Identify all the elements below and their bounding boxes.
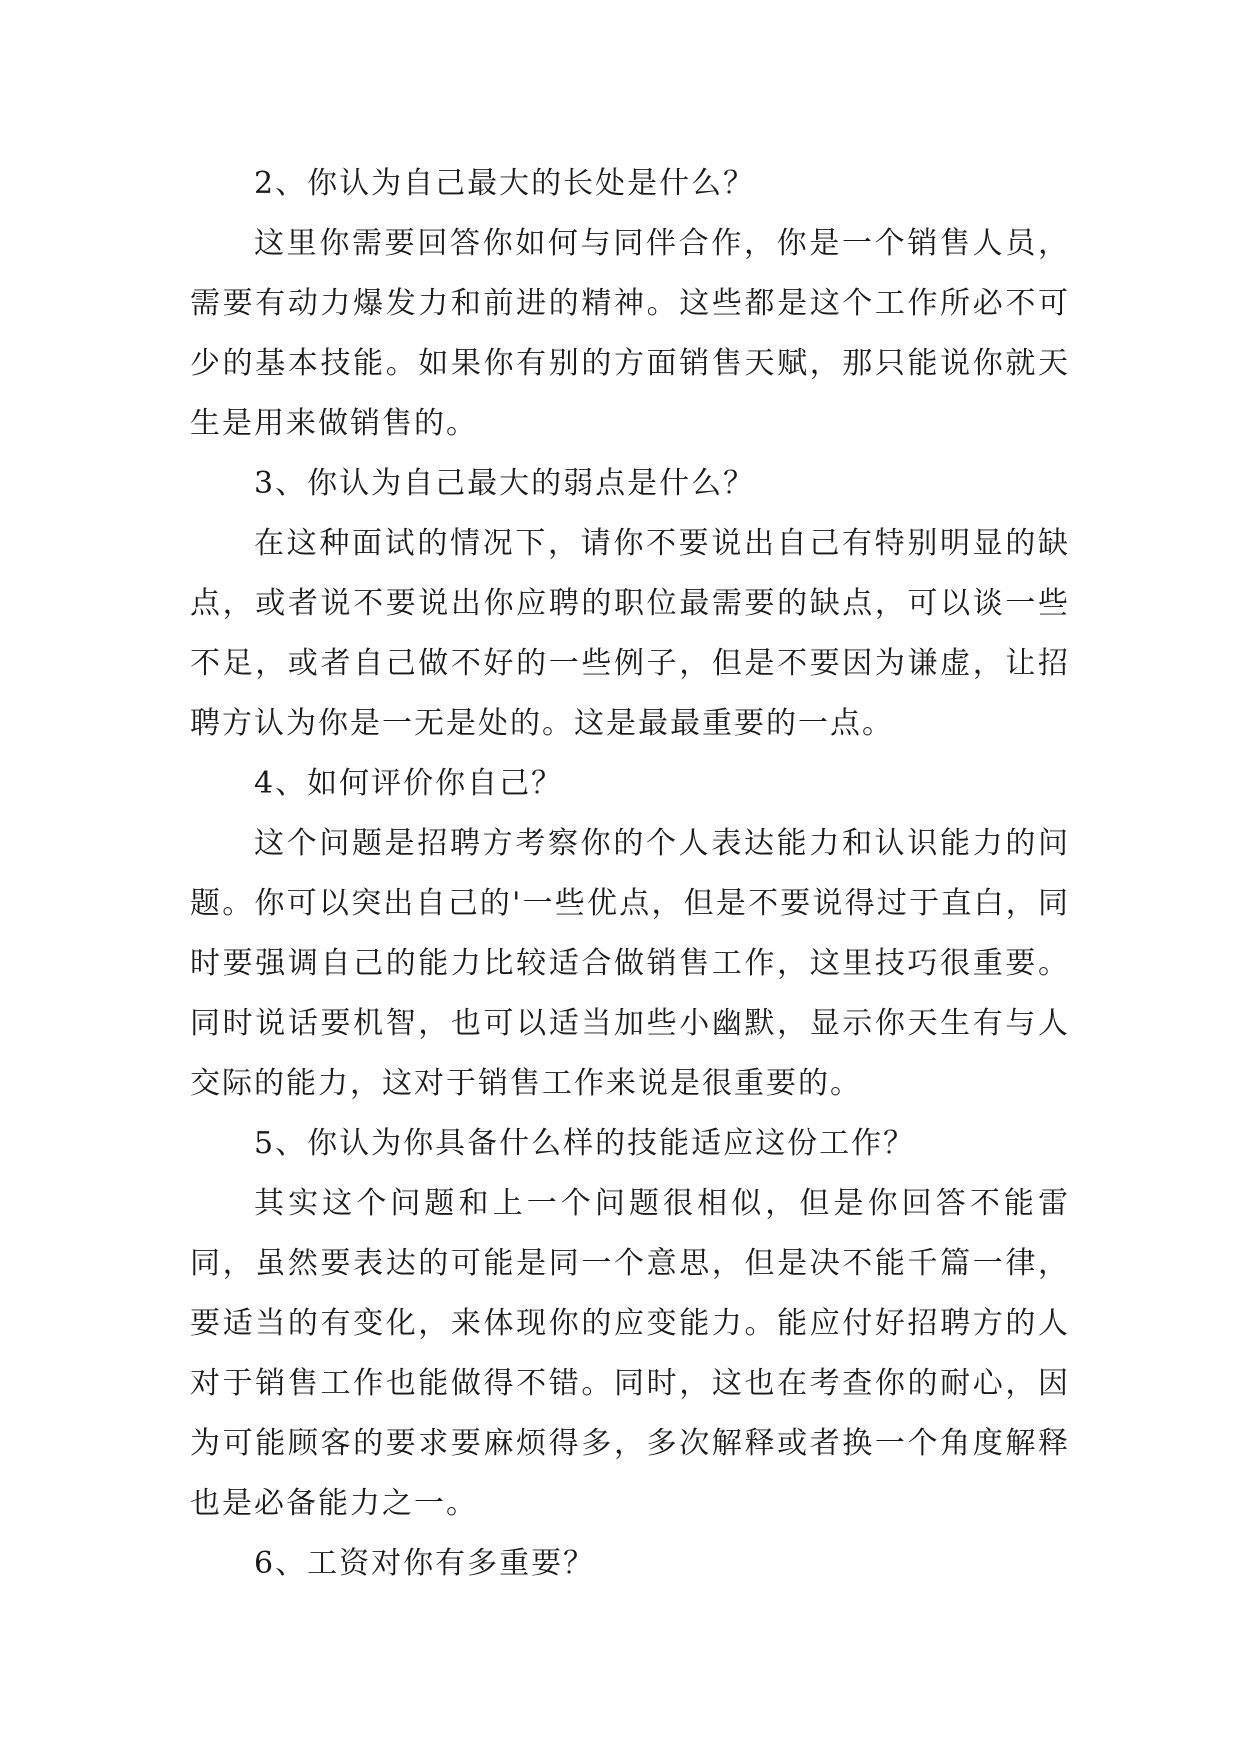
answer-paragraph-3: 在这种面试的情况下，请你不要说出自己有特别明显的缺点，或者说不要说出你应聘的职位最需要的缺点，可以谈一些不足，或者自己做不好的一些例子，但是不要因为谦虚，让招聘方认为你是一无是处的。这是最最重要的一点。 xyxy=(190,526,1070,741)
question-heading-4: 4、如何评价你自己？ xyxy=(254,766,564,801)
question-heading-2: 2、你认为自己最大的长处是什么？ xyxy=(254,166,756,201)
question-heading-5: 5、你认为你具备什么样的技能适应这份工作？ xyxy=(254,1126,916,1161)
answer-paragraph-4: 这个问题是招聘方考察你的个人表达能力和认识能力的问题。你可以突出自己的'一些优点，但是不要说得过于直白，同时要强调自己的能力比较适合做销售工作，这里技巧很重要。同时说话要机智，也可以适当加些小幽默，显示你天生有与人交际的能力，这对于销售工作来说是很重要的。 xyxy=(190,826,1070,1101)
question-heading-3: 3、你认为自己最大的弱点是什么？ xyxy=(254,466,756,501)
answer-paragraph-2: 这里你需要回答你如何与同伴合作，你是一个销售人员，需要有动力爆发力和前进的精神。这些都是这个工作所必不可少的基本技能。如果你有别的方面销售天赋，那只能说你就天生是用来做销售的。 xyxy=(190,226,1070,441)
document-body xyxy=(190,154,1070,1594)
question-heading-6: 6、工资对你有多重要？ xyxy=(254,1546,596,1581)
answer-paragraph-5: 其实这个问题和上一个问题很相似，但是你回答不能雷同，虽然要表达的可能是同一个意思，但是决不能千篇一律，要适当的有变化，来体现你的应变能力。能应付好招聘方的人对于销售工作也能做得不错。同时，这也在考查你的耐心，因为可能顾客的要求要麻烦得多，多次解释或者换一个角度解释也是必备能力之一。 xyxy=(190,1186,1070,1521)
